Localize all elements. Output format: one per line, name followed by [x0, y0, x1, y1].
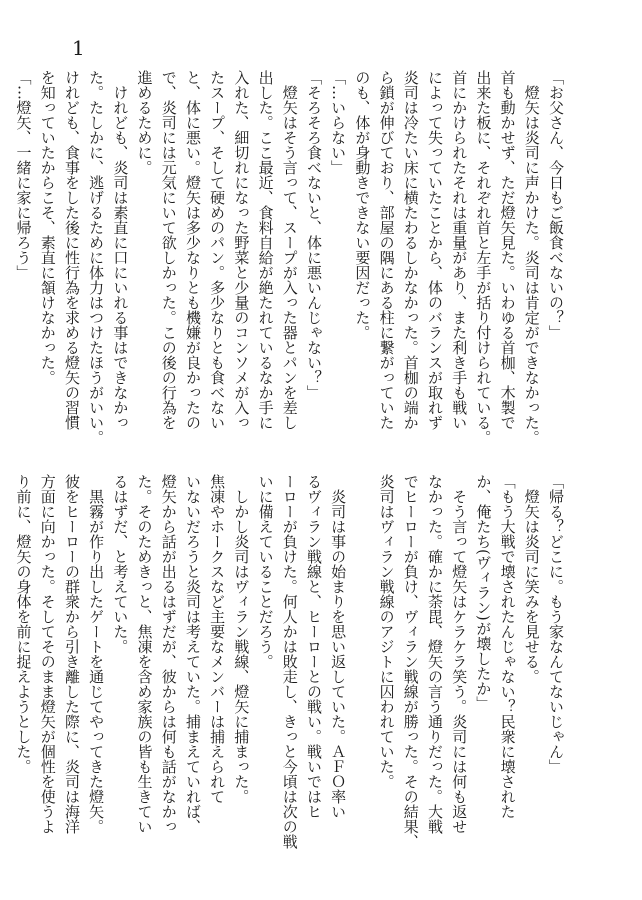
text-line: 「…いらない」 [329, 70, 348, 175]
text-line: そう言って燈矢はケラケラ笑う。炎司には何も返せ [450, 474, 469, 834]
text-line: いないだろうと炎司は考えていた。捕まえていれば、 [183, 474, 202, 834]
text-line: 焦凍やホークスなど主要なメンバーは捕えられて [208, 474, 227, 804]
text-line: 彼をヒーローの群衆から引き離した際に、炎司は海洋 [62, 474, 81, 834]
text-line: けれども、食事をした後に性行為を求める燈矢の習慣 [62, 70, 81, 430]
text-line: 方面に向かった。そしてそのまま燈矢が個性を使うよ [38, 474, 57, 834]
text-line: るヴィラン戦線と、ヒーローとの戦い。戦いではヒ [304, 474, 323, 819]
text-line: で、炎司には元気にいて欲しかった。この後の行為を [159, 70, 178, 430]
text-line: のも、体が身動きできない要因だった。 [353, 70, 372, 340]
text-line: いに備えていることだろう。 [256, 474, 275, 669]
page-number: 1 [72, 36, 85, 60]
text-line: たスープ、そして硬めのパン。多少なりとも食べない [208, 70, 227, 430]
text-line: 黒霧が作り出したゲートを通じてやってきた燈矢。 [87, 474, 106, 834]
text-line: 「そろそろ食べないと、体に悪いんじゃない？」 [304, 70, 323, 400]
text-line: 炎司は冷たい床に横たわるしかなかった。首枷の端か [401, 70, 420, 430]
text-line: るはずだ、と考えていた。 [111, 474, 130, 654]
text-line: しかし炎司はヴィラン戦線、燈矢に捕まった。 [232, 474, 251, 804]
text-block-bottom [14, 474, 568, 849]
text-line: 「もう大戦で壊されたんじゃない？民衆に壊された [498, 474, 517, 819]
text-line: 出来た板に、それぞれ首と左手が括り付けられている。 [474, 70, 493, 445]
text-line: 「…燈矢、一緒に家に帰ろう」 [14, 70, 33, 280]
text-line: 入れた、細切れになった野菜と少量のコンソメが入っ [232, 70, 251, 430]
text-line: 燈矢はそう言って、スープが入った器とパンを差し [280, 70, 299, 430]
text-line: 首にかけられたそれは重量があり、また利き手も戦い [450, 70, 469, 430]
text-line: 燈矢は炎司に声かけた。炎司は肯定ができなかった。 [522, 70, 541, 445]
text-line: でヒーローが負け、ヴィラン戦線が勝った。その結果、 [401, 474, 420, 849]
text-line: り前に、燈矢の身体を前に捉えようとした。 [14, 474, 33, 774]
text-line: と、体に悪い。燈矢は多少なりとも機嫌が良かったの [183, 70, 202, 430]
text-line: 首も動かせず、ただ燈矢見た。いわゆる首枷、木製で [498, 70, 517, 430]
text-line: なかった。確かに荼毘、燈矢の言う通りだった。大戦 [425, 474, 444, 834]
text-line: 炎司はヴィラン戦線のアジトに囚われていた。 [377, 474, 396, 789]
text-line: によって失っていたことから、体のバランスが取れず [425, 70, 444, 430]
text-line: 燈矢は炎司に笑みを見せる。 [522, 474, 541, 684]
text-line: ーローが負けた。何人かは敗走し、きっと今頃は次の戦 [280, 474, 299, 849]
text-block-top [14, 70, 568, 445]
text-line: か、俺たち(ヴィラン)が壊したか」 [474, 474, 493, 711]
text-line: 炎司は事の始まりを思い返していた。ＡＦＯ率い [329, 474, 348, 819]
text-line: 燈矢から話が出るはずだが、彼からは何も話がなかっ [159, 474, 178, 834]
text-line [350, 474, 374, 848]
text-line: 出した。ここ最近、食料自給が絶たれているなか手に [256, 70, 275, 430]
text-line: た。そのためきっと、焦凍を含め家族の皆も生きてい [135, 474, 154, 834]
text-line: を知っていたからこそ、素直に頷けなかった。 [38, 70, 57, 385]
text-line: た。たしかに、逃げるために体力はつけたほうがいい。 [87, 70, 106, 445]
text-line: 「帰る？どこに。もう家なんてないじゃん」 [547, 474, 565, 774]
text-line: 「お父さん、今日もご飯食べないの？」 [547, 70, 565, 340]
text-line: ら鎖が伸びており、部屋の隅にある柱に繋がっていた [377, 70, 396, 430]
text-line: けれども、炎司は素直に口にいれる事はできなかっ [111, 70, 130, 430]
text-line: 進めるために。 [135, 70, 154, 175]
